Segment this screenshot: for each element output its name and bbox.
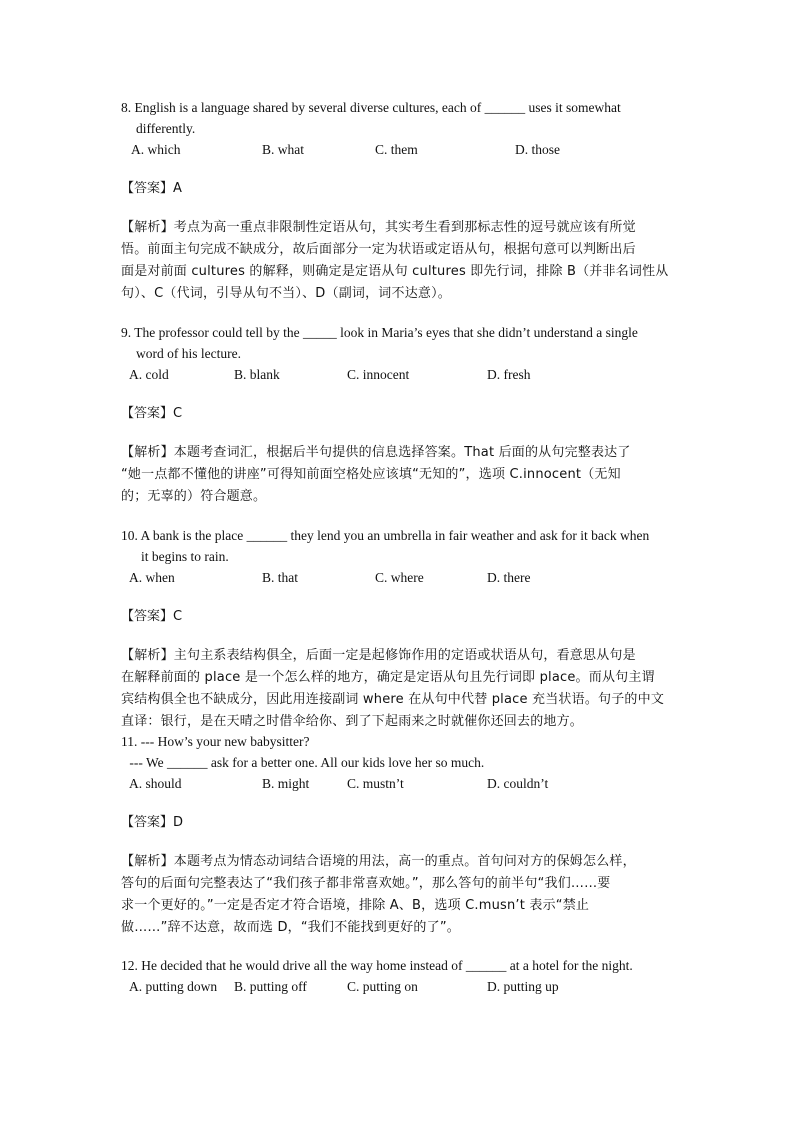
q12-option-d: D. putting up (487, 979, 559, 994)
q10-analysis-line-1: 【解析】主句主系表结构俱全，后面一定是起修饰作用的定语或状语从句，看意思从句是 (121, 648, 636, 663)
q10-option-a: A. when (129, 570, 175, 585)
q10-stem-line-1: 10. A bank is the place ______ they lend you an umbrella in fair weather and ask for it back when (121, 528, 650, 543)
q10-stem-line-2: it begins to rain. (141, 549, 229, 564)
q8-option-d: D. those (515, 142, 560, 157)
q8-analysis-line-3: 面是对前面 cultures 的解释，则确定是定语从句 cultures 即先行词，排除 B（并非名词性从 (121, 264, 669, 279)
q8-answer: 【答案】A (121, 181, 182, 196)
q8-option-c: C. them (375, 142, 418, 157)
q8-option-b: B. what (262, 142, 304, 157)
q11-option-a: A. should (129, 776, 182, 791)
q10-option-d: D. there (487, 570, 531, 585)
q11-stem-line-2: --- We ______ ask for a better one. All our kids love her so much. (126, 755, 485, 770)
q10-analysis-line-4: 直译：银行，是在天晴之时借伞给你、到了下起雨来之时就催你还回去的地方。 (121, 714, 584, 729)
q9-stem-line-1: 9. The professor could tell by the _____ look in Maria’s eyes that she didn’t understand a single (121, 325, 638, 340)
q8-analysis-line-1: 【解析】考点为高一重点非限制性定语从句，其实考生看到那标志性的逗号就应该有所觉 (121, 220, 636, 235)
q12-option-b: B. putting off (234, 979, 307, 994)
q8-stem-line-1: 8. English is a language shared by several diverse cultures, each of ______ uses it somewhat (121, 100, 621, 115)
q9-option-b: B. blank (234, 367, 280, 382)
q11-analysis-line-1: 【解析】本题考点为情态动词结合语境的用法，高一的重点。首句问对方的保姆怎么样， (121, 854, 636, 869)
q11-option-c: C. mustn’t (347, 776, 404, 791)
q12-stem-line-1: 12. He decided that he would drive all the way home instead of ______ at a hotel for the night. (121, 958, 633, 973)
q11-analysis-line-4: 做……”辞不达意，故而选 D，“我们不能找到更好的了”。 (121, 920, 460, 935)
q11-answer: 【答案】D (121, 815, 184, 830)
q9-answer: 【答案】C (121, 406, 183, 421)
q10-option-b: B. that (262, 570, 298, 585)
q10-answer: 【答案】C (121, 609, 183, 624)
q10-analysis-line-3: 宾结构俱全也不缺成分，因此用连接副词 where 在从句中代替 place 充当状语。句子的中文 (121, 692, 665, 707)
q9-analysis-line-2: “她一点都不懂他的讲座”可得知前面空格处应该填“无知的”，选项 C.innocent（无知 (121, 467, 621, 482)
q8-stem-line-2: differently. (136, 121, 196, 136)
q12-option-c: C. putting on (347, 979, 418, 994)
q10-option-c: C. where (375, 570, 424, 585)
q9-option-c: C. innocent (347, 367, 410, 382)
q9-stem-line-2: word of his lecture. (136, 346, 241, 361)
q9-analysis-line-3: 的；无辜的）符合题意。 (121, 489, 267, 504)
q11-analysis-line-3: 求一个更好的。”一定是否定才符合语境，排除 A、B，选项 C.musn’t 表示“禁止 (121, 898, 590, 913)
q9-option-a: A. cold (129, 367, 169, 382)
q9-analysis-line-1: 【解析】本题考查词汇，根据后半句提供的信息选择答案。That 后面的从句完整表达了 (121, 445, 631, 460)
q11-option-b: B. might (262, 776, 310, 791)
q8-analysis-line-2: 悟。前面主句完成不缺成分，故后面部分一定为状语或定语从句，根据句意可以判断出后 (121, 242, 636, 257)
q11-option-d: D. couldn’t (487, 776, 549, 791)
q8-option-a: A. which (131, 142, 181, 157)
q12-option-a: A. putting down (129, 979, 218, 994)
q8-analysis-line-4: 句）、C（代词，引导从句不当）、D（副词，词不达意）。 (121, 286, 451, 301)
q9-option-d: D. fresh (487, 367, 531, 382)
q11-analysis-line-2: 答句的后面句完整表达了“我们孩子都非常喜欢她。”，那么答句的前半句“我们……要 (121, 876, 611, 891)
q11-stem-line-1: 11. --- How’s your new babysitter? (121, 734, 310, 749)
q10-analysis-line-2: 在解释前面的 place 是一个怎么样的地方，确定是定语从句且先行词即 place。而从句主谓 (121, 670, 655, 685)
